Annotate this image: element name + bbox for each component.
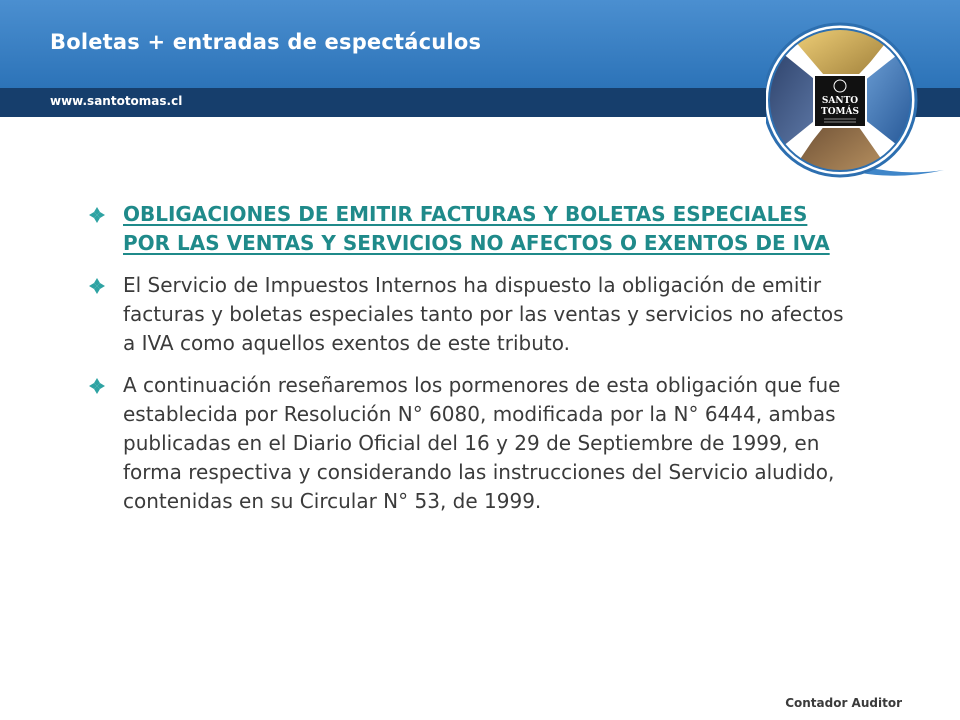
bullet-link-text[interactable]: OBLIGACIONES DE EMITIR FACTURAS Y BOLETAS ESPECIALES POR LAS VENTAS Y SERVICIOS NO AFECTOS O EXENTOS DE IVA: [123, 202, 830, 255]
content-area: [88, 200, 848, 529]
bullet-item-continuacion: [88, 371, 848, 516]
page-title: Boletas + entradas de espectáculos: [50, 30, 482, 54]
bullet-item-obligaciones[interactable]: [88, 200, 848, 258]
bullet-text: A continuación reseñaremos los pormenores de esta obligación que fue establecida por Resolución N° 6080, modificada por la N° 6444, ambas publicadas en el Diario Oficial del 16 y 29 de Septiembre de 1999, en forma respectiva y considerando las instrucciones del Servicio aludido, contenidas en su Circular N° 53, de 1999.: [123, 373, 841, 513]
logo-text-line2: TOMÁS: [821, 107, 859, 117]
bullet-text: El Servicio de Impuestos Internos ha dispuesto la obligación de emitir facturas y boletas especiales tanto por las ventas y servicios no afectos a IVA como aquellos exentos de este tributo.: [123, 273, 844, 355]
diamond-bullet-icon: [88, 277, 106, 295]
santo-tomas-logo: [766, 20, 948, 182]
footer-label: Contador Auditor: [785, 696, 902, 710]
bullet-item-servicio: [88, 271, 848, 358]
site-url[interactable]: www.santotomas.cl: [50, 94, 183, 108]
logo-text-line1: SANTO: [821, 96, 859, 106]
diamond-bullet-icon: [88, 206, 106, 224]
diamond-bullet-icon: [88, 377, 106, 395]
